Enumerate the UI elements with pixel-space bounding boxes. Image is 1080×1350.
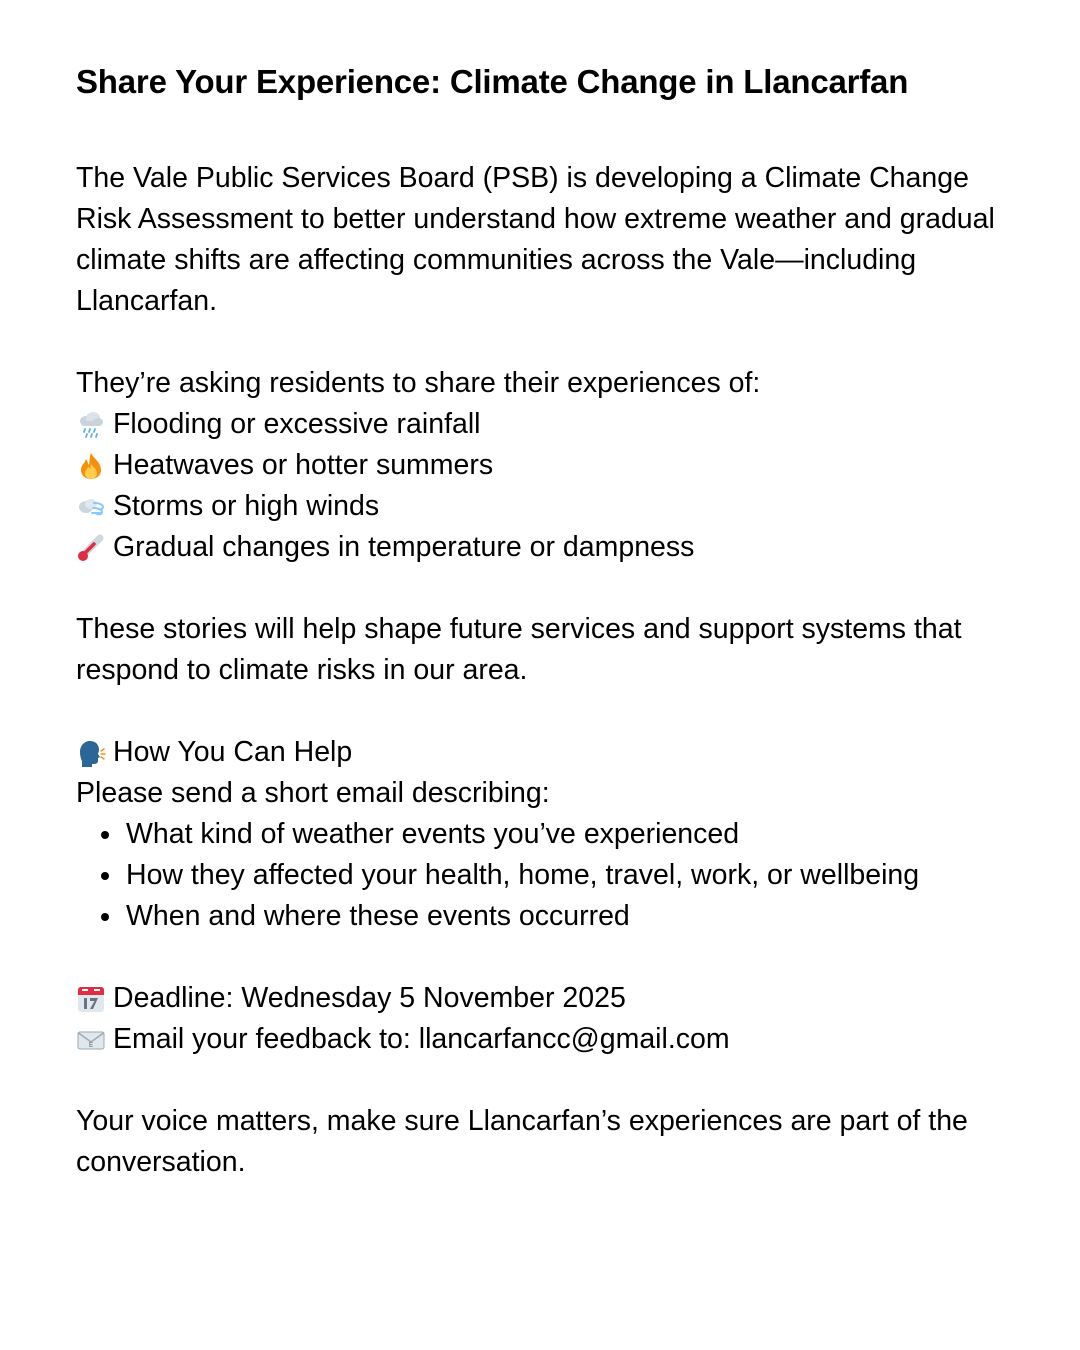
post-content [76,58,996,1183]
asking-lead: They’re asking residents to share their experiences of: [76,367,761,399]
help-heading-text: How You Can Help [113,736,353,768]
list-item-text: How they affected your health, home, travel, work, or wellbeing [126,859,920,891]
intro-paragraph: The Vale Public Services Board (PSB) is developing a Climate Change Risk Assessment to better understand how extreme weather and gradual climate shifts are affecting communities across the Vale—including Llancarfan. [76,162,995,317]
experience-item [76,404,996,445]
help-lead: Please send a short email describing: [76,777,550,809]
help-bullet-list [76,814,996,937]
list-item-text: When and where these events occurred [126,900,630,932]
experience-item [76,527,996,568]
wind-icon [76,492,106,522]
thermometer-icon [76,533,106,563]
experience-item-text: Flooding or excessive rainfall [113,408,481,440]
experience-item-text: Heatwaves or hotter summers [113,449,494,481]
experience-item-text: Gradual changes in temperature or dampness [113,531,695,563]
experience-item [76,486,996,527]
bullet-icon [101,831,109,839]
calendar-icon [76,984,106,1014]
email-line [76,1019,996,1060]
email-text: Email your feedback to: llancarfancc@gmail.com [113,1023,730,1055]
fire-icon [76,451,106,481]
page-title: Share Your Experience: Climate Change in Llancarfan [76,63,909,100]
list-item-text: What kind of weather events you’ve experienced [126,818,740,850]
deadline-line [76,978,996,1019]
svg-text:E: E [88,1040,94,1049]
help-heading [76,732,996,773]
experience-item-text: Storms or high winds [113,490,380,522]
stories-paragraph: These stories will help shape future services and support systems that respond to climate risks in our area. [76,613,962,686]
rain-cloud-icon [76,410,106,440]
deadline-text: Deadline: Wednesday 5 November 2025 [113,982,626,1014]
closing-paragraph: Your voice matters, make sure Llancarfan’s experiences are part of the conversation. [76,1105,968,1178]
list-item [76,896,996,937]
envelope-icon [76,1025,106,1055]
speaking-head-icon [76,738,106,768]
bullet-icon [101,913,109,921]
experience-item [76,445,996,486]
list-item [76,814,996,855]
bullet-icon [101,872,109,880]
list-item [76,855,996,896]
